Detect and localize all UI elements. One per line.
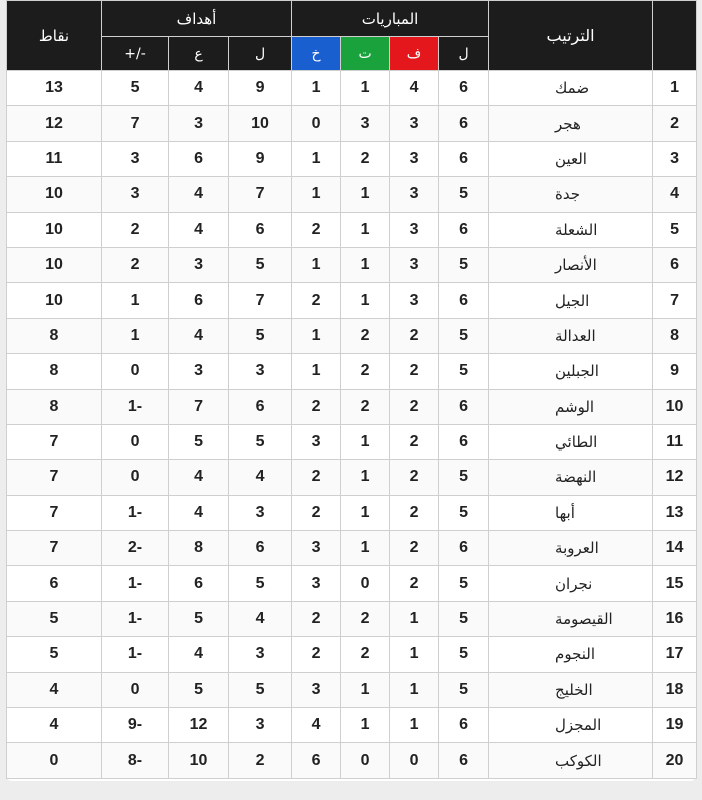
rank-cell: 4 bbox=[653, 177, 697, 212]
table-row bbox=[7, 566, 697, 601]
points-cell: 10 bbox=[7, 283, 102, 318]
rank-cell: 17 bbox=[653, 637, 697, 672]
table-row bbox=[7, 531, 697, 566]
rank-cell: 9 bbox=[653, 354, 697, 389]
won-cell: 3 bbox=[390, 212, 439, 247]
lost-cell: 1 bbox=[292, 71, 341, 106]
table-body bbox=[7, 71, 697, 779]
won-cell: 3 bbox=[390, 141, 439, 176]
points-cell: 7 bbox=[7, 531, 102, 566]
goals-for-header: ل bbox=[229, 37, 292, 71]
drawn-cell: 2 bbox=[341, 354, 390, 389]
goals-against-cell: 6 bbox=[169, 566, 229, 601]
table-row bbox=[7, 318, 697, 353]
goal-diff-cell: 1- bbox=[102, 389, 169, 424]
goals-against-cell: 5 bbox=[169, 672, 229, 707]
goals-against-cell: 6 bbox=[169, 141, 229, 176]
lost-cell: 2 bbox=[292, 460, 341, 495]
lost-header: خ bbox=[292, 37, 341, 71]
goal-diff-cell: 0 bbox=[102, 424, 169, 459]
played-cell: 6 bbox=[439, 389, 489, 424]
points-cell: 8 bbox=[7, 318, 102, 353]
goal-diff-cell: 0 bbox=[102, 354, 169, 389]
drawn-cell: 1 bbox=[341, 247, 390, 282]
table-row bbox=[7, 495, 697, 530]
lost-cell: 1 bbox=[292, 318, 341, 353]
rank-cell: 16 bbox=[653, 601, 697, 636]
lost-cell: 1 bbox=[292, 247, 341, 282]
rank-cell: 5 bbox=[653, 212, 697, 247]
table-row bbox=[7, 460, 697, 495]
goals-against-cell: 3 bbox=[169, 247, 229, 282]
rank-cell: 11 bbox=[653, 424, 697, 459]
team-name: الجيل bbox=[489, 283, 653, 318]
table-row bbox=[7, 141, 697, 176]
goals-for-cell: 3 bbox=[229, 637, 292, 672]
team-name: الوشم bbox=[489, 389, 653, 424]
table-row bbox=[7, 389, 697, 424]
rank-cell: 8 bbox=[653, 318, 697, 353]
rank-cell: 20 bbox=[653, 743, 697, 778]
points-cell: 4 bbox=[7, 708, 102, 743]
goals-against-header: ع bbox=[169, 37, 229, 71]
won-cell: 3 bbox=[390, 247, 439, 282]
played-cell: 6 bbox=[439, 424, 489, 459]
rank-cell: 15 bbox=[653, 566, 697, 601]
goals-against-cell: 4 bbox=[169, 637, 229, 672]
goal-diff-cell: 7 bbox=[102, 106, 169, 141]
rank-number-header bbox=[653, 1, 697, 71]
team-name: أبها bbox=[489, 495, 653, 530]
won-cell: 2 bbox=[390, 424, 439, 459]
goals-for-cell: 5 bbox=[229, 424, 292, 459]
won-cell: 2 bbox=[390, 531, 439, 566]
points-cell: 0 bbox=[7, 743, 102, 778]
lost-cell: 3 bbox=[292, 531, 341, 566]
drawn-cell: 1 bbox=[341, 495, 390, 530]
team-name: جدة bbox=[489, 177, 653, 212]
drawn-cell: 2 bbox=[341, 389, 390, 424]
played-cell: 5 bbox=[439, 672, 489, 707]
lost-cell: 2 bbox=[292, 389, 341, 424]
points-cell: 11 bbox=[7, 141, 102, 176]
goals-for-cell: 6 bbox=[229, 212, 292, 247]
team-name: نجران bbox=[489, 566, 653, 601]
goals-for-cell: 6 bbox=[229, 531, 292, 566]
drawn-cell: 2 bbox=[341, 601, 390, 636]
rank-cell: 3 bbox=[653, 141, 697, 176]
played-cell: 6 bbox=[439, 141, 489, 176]
table-row bbox=[7, 71, 697, 106]
goals-for-cell: 4 bbox=[229, 601, 292, 636]
played-cell: 6 bbox=[439, 708, 489, 743]
points-cell: 10 bbox=[7, 177, 102, 212]
points-cell: 13 bbox=[7, 71, 102, 106]
team-name: العين bbox=[489, 141, 653, 176]
goal-diff-cell: 9- bbox=[102, 708, 169, 743]
rank-cell: 10 bbox=[653, 389, 697, 424]
goal-diff-cell: 2- bbox=[102, 531, 169, 566]
goal-diff-cell: 0 bbox=[102, 460, 169, 495]
team-name: النهضة bbox=[489, 460, 653, 495]
goals-against-cell: 4 bbox=[169, 212, 229, 247]
goals-against-cell: 3 bbox=[169, 354, 229, 389]
drawn-cell: 2 bbox=[341, 637, 390, 672]
goals-against-cell: 10 bbox=[169, 743, 229, 778]
team-name: العدالة bbox=[489, 318, 653, 353]
drawn-cell: 1 bbox=[341, 672, 390, 707]
lost-cell: 3 bbox=[292, 566, 341, 601]
table-row bbox=[7, 424, 697, 459]
won-cell: 3 bbox=[390, 177, 439, 212]
drawn-header: ت bbox=[341, 37, 390, 71]
team-name: الأنصار bbox=[489, 247, 653, 282]
points-cell: 7 bbox=[7, 424, 102, 459]
goals-against-cell: 3 bbox=[169, 106, 229, 141]
table-row bbox=[7, 212, 697, 247]
won-cell: 2 bbox=[390, 495, 439, 530]
won-cell: 1 bbox=[390, 601, 439, 636]
goal-diff-cell: 3 bbox=[102, 177, 169, 212]
team-name: الطائي bbox=[489, 424, 653, 459]
goals-against-cell: 7 bbox=[169, 389, 229, 424]
goals-for-cell: 9 bbox=[229, 141, 292, 176]
played-cell: 6 bbox=[439, 531, 489, 566]
won-cell: 2 bbox=[390, 318, 439, 353]
drawn-cell: 3 bbox=[341, 106, 390, 141]
rank-cell: 18 bbox=[653, 672, 697, 707]
goals-for-cell: 9 bbox=[229, 71, 292, 106]
team-name: الجبلين bbox=[489, 354, 653, 389]
team-name: النجوم bbox=[489, 637, 653, 672]
played-cell: 5 bbox=[439, 637, 489, 672]
won-cell: 3 bbox=[390, 106, 439, 141]
lost-cell: 2 bbox=[292, 601, 341, 636]
lost-cell: 3 bbox=[292, 424, 341, 459]
table-row bbox=[7, 637, 697, 672]
rank-cell: 7 bbox=[653, 283, 697, 318]
goal-diff-cell: 5 bbox=[102, 71, 169, 106]
won-header: ف bbox=[390, 37, 439, 71]
team-name: الشعلة bbox=[489, 212, 653, 247]
points-cell: 5 bbox=[7, 601, 102, 636]
played-cell: 5 bbox=[439, 601, 489, 636]
points-cell: 7 bbox=[7, 460, 102, 495]
goal-diff-cell: 0 bbox=[102, 672, 169, 707]
won-cell: 1 bbox=[390, 637, 439, 672]
goals-against-cell: 8 bbox=[169, 531, 229, 566]
table-row bbox=[7, 106, 697, 141]
goal-diff-cell: 1- bbox=[102, 637, 169, 672]
goals-for-cell: 5 bbox=[229, 672, 292, 707]
goal-diff-cell: 1- bbox=[102, 601, 169, 636]
goals-against-cell: 12 bbox=[169, 708, 229, 743]
table-row bbox=[7, 743, 697, 778]
lost-cell: 6 bbox=[292, 743, 341, 778]
table-row bbox=[7, 283, 697, 318]
drawn-cell: 2 bbox=[341, 318, 390, 353]
played-cell: 6 bbox=[439, 743, 489, 778]
played-cell: 6 bbox=[439, 106, 489, 141]
goals-for-cell: 3 bbox=[229, 708, 292, 743]
goals-for-cell: 2 bbox=[229, 743, 292, 778]
table-row bbox=[7, 354, 697, 389]
rank-cell: 14 bbox=[653, 531, 697, 566]
goals-for-cell: 5 bbox=[229, 566, 292, 601]
table-row bbox=[7, 247, 697, 282]
points-cell: 12 bbox=[7, 106, 102, 141]
rank-cell: 6 bbox=[653, 247, 697, 282]
drawn-cell: 0 bbox=[341, 566, 390, 601]
goals-for-cell: 7 bbox=[229, 283, 292, 318]
goal-diff-cell: 2 bbox=[102, 247, 169, 282]
rank-cell: 19 bbox=[653, 708, 697, 743]
goals-against-cell: 4 bbox=[169, 318, 229, 353]
played-cell: 5 bbox=[439, 354, 489, 389]
won-cell: 2 bbox=[390, 460, 439, 495]
table-row bbox=[7, 672, 697, 707]
drawn-cell: 1 bbox=[341, 460, 390, 495]
played-header: ل bbox=[439, 37, 489, 71]
drawn-cell: 2 bbox=[341, 141, 390, 176]
goal-diff-cell: 1 bbox=[102, 283, 169, 318]
team-name: الخليج bbox=[489, 672, 653, 707]
standings-panel bbox=[6, 0, 696, 781]
lost-cell: 4 bbox=[292, 708, 341, 743]
points-cell: 10 bbox=[7, 212, 102, 247]
goals-against-cell: 5 bbox=[169, 424, 229, 459]
goals-against-cell: 4 bbox=[169, 71, 229, 106]
played-cell: 6 bbox=[439, 212, 489, 247]
points-cell: 8 bbox=[7, 354, 102, 389]
played-cell: 6 bbox=[439, 71, 489, 106]
drawn-cell: 1 bbox=[341, 177, 390, 212]
won-cell: 1 bbox=[390, 672, 439, 707]
lost-cell: 3 bbox=[292, 672, 341, 707]
goals-for-cell: 5 bbox=[229, 318, 292, 353]
standings-table bbox=[6, 0, 697, 779]
points-cell: 4 bbox=[7, 672, 102, 707]
goal-diff-cell: 1- bbox=[102, 566, 169, 601]
goals-for-cell: 5 bbox=[229, 247, 292, 282]
goal-diff-cell: 8- bbox=[102, 743, 169, 778]
goals-header: أهداف bbox=[102, 1, 292, 37]
rank-header: الترتيب bbox=[489, 1, 653, 71]
won-cell: 1 bbox=[390, 708, 439, 743]
lost-cell: 0 bbox=[292, 106, 341, 141]
drawn-cell: 1 bbox=[341, 531, 390, 566]
team-name: هجر bbox=[489, 106, 653, 141]
rank-cell: 13 bbox=[653, 495, 697, 530]
points-header: نقاط bbox=[7, 1, 102, 71]
goal-diff-cell: 1- bbox=[102, 495, 169, 530]
goals-against-cell: 6 bbox=[169, 283, 229, 318]
goal-diff-cell: 1 bbox=[102, 318, 169, 353]
played-cell: 5 bbox=[439, 460, 489, 495]
drawn-cell: 1 bbox=[341, 212, 390, 247]
lost-cell: 2 bbox=[292, 283, 341, 318]
drawn-cell: 1 bbox=[341, 424, 390, 459]
team-name: الكوكب bbox=[489, 743, 653, 778]
won-cell: 2 bbox=[390, 566, 439, 601]
goals-for-cell: 6 bbox=[229, 389, 292, 424]
goals-against-cell: 4 bbox=[169, 495, 229, 530]
won-cell: 3 bbox=[390, 283, 439, 318]
matches-header: المباريات bbox=[292, 1, 489, 37]
rank-cell: 1 bbox=[653, 71, 697, 106]
played-cell: 5 bbox=[439, 177, 489, 212]
goals-for-cell: 10 bbox=[229, 106, 292, 141]
goals-for-cell: 3 bbox=[229, 354, 292, 389]
points-cell: 5 bbox=[7, 637, 102, 672]
team-name: ضمك bbox=[489, 71, 653, 106]
rank-cell: 2 bbox=[653, 106, 697, 141]
won-cell: 2 bbox=[390, 389, 439, 424]
points-cell: 10 bbox=[7, 247, 102, 282]
points-cell: 7 bbox=[7, 495, 102, 530]
goals-against-cell: 5 bbox=[169, 601, 229, 636]
lost-cell: 2 bbox=[292, 495, 341, 530]
drawn-cell: 1 bbox=[341, 283, 390, 318]
goals-against-cell: 4 bbox=[169, 177, 229, 212]
won-cell: 4 bbox=[390, 71, 439, 106]
drawn-cell: 1 bbox=[341, 71, 390, 106]
lost-cell: 1 bbox=[292, 177, 341, 212]
goal-diff-header: -/+ bbox=[102, 37, 169, 71]
lost-cell: 1 bbox=[292, 354, 341, 389]
played-cell: 5 bbox=[439, 495, 489, 530]
team-name: المجزل bbox=[489, 708, 653, 743]
goals-against-cell: 4 bbox=[169, 460, 229, 495]
team-name: القيصومة bbox=[489, 601, 653, 636]
goal-diff-cell: 2 bbox=[102, 212, 169, 247]
drawn-cell: 0 bbox=[341, 743, 390, 778]
played-cell: 5 bbox=[439, 247, 489, 282]
points-cell: 6 bbox=[7, 566, 102, 601]
rank-cell: 12 bbox=[653, 460, 697, 495]
goals-for-cell: 3 bbox=[229, 495, 292, 530]
points-cell: 8 bbox=[7, 389, 102, 424]
played-cell: 5 bbox=[439, 318, 489, 353]
goals-for-cell: 4 bbox=[229, 460, 292, 495]
lost-cell: 2 bbox=[292, 212, 341, 247]
goals-for-cell: 7 bbox=[229, 177, 292, 212]
won-cell: 2 bbox=[390, 354, 439, 389]
table-row bbox=[7, 708, 697, 743]
lost-cell: 1 bbox=[292, 141, 341, 176]
drawn-cell: 1 bbox=[341, 708, 390, 743]
team-name: العروبة bbox=[489, 531, 653, 566]
played-cell: 5 bbox=[439, 566, 489, 601]
played-cell: 6 bbox=[439, 283, 489, 318]
lost-cell: 2 bbox=[292, 637, 341, 672]
won-cell: 0 bbox=[390, 743, 439, 778]
table-header bbox=[7, 1, 697, 71]
table-row bbox=[7, 177, 697, 212]
table-row bbox=[7, 601, 697, 636]
goal-diff-cell: 3 bbox=[102, 141, 169, 176]
